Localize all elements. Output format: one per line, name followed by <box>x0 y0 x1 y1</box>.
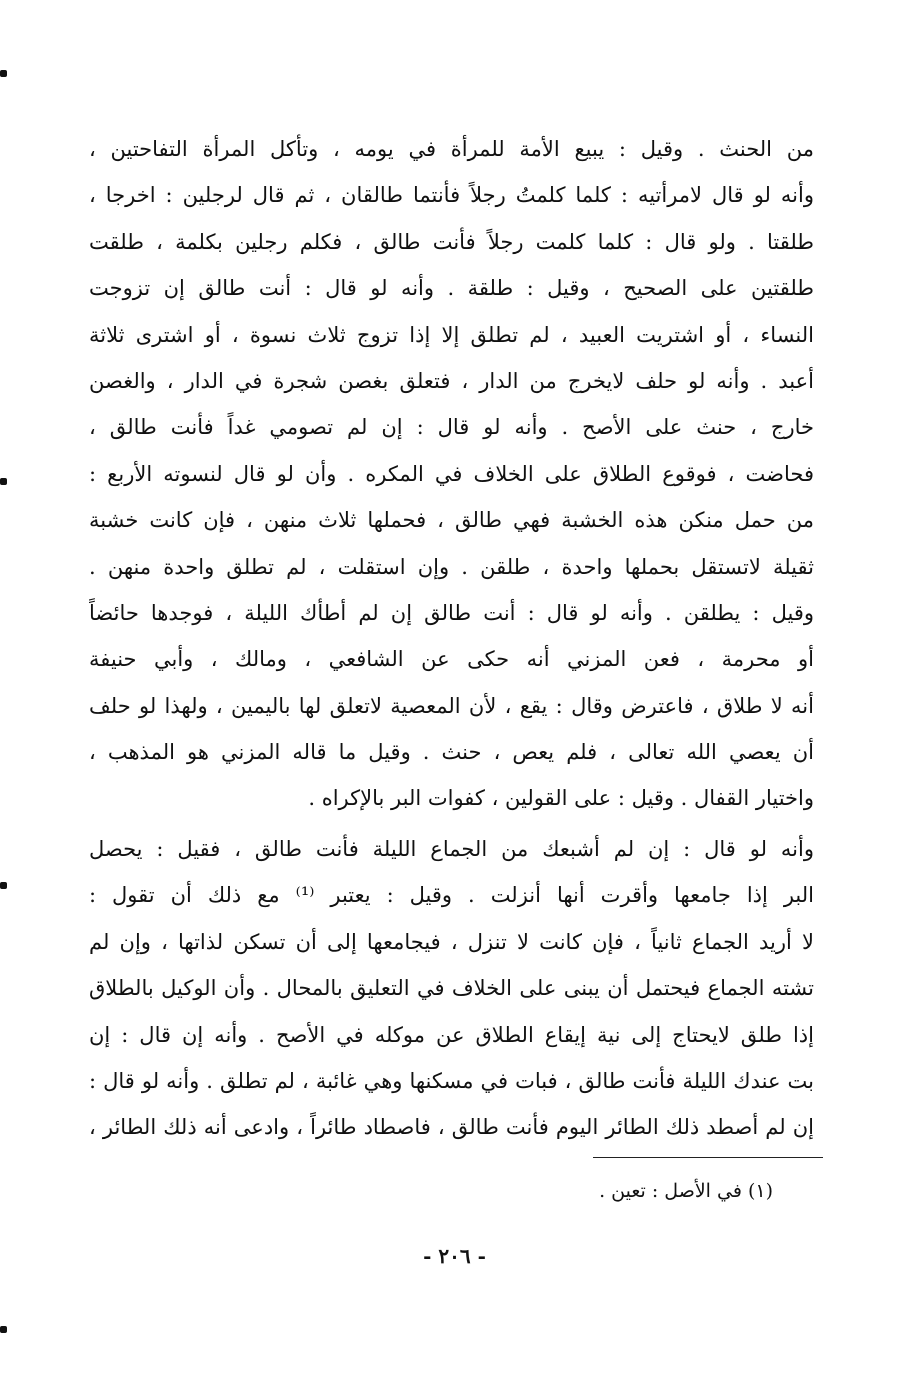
text-line: فحاضت ، فوقوع الطلاق على الخلاف في المكره . وأن لو قال لنسوته الأربع : <box>89 461 814 486</box>
text-line: وقيل : يطلقن . وأنه لو قال : أنت طالق إن لم أطأك الليلة ، فوجدها حائضاً <box>89 600 814 625</box>
text-line: بت عندك الليلة فأنت طالق ، فبات في مسكنها وهي غائبة ، لم تطلق . وأنه لو قال : <box>89 1068 814 1093</box>
text-line: طلقتا . ولو قال : كلما كلمت رجلاً فأنت طالق ، فكلم رجلين بكلمة ، طلقت <box>89 229 814 254</box>
paragraph-1 <box>89 126 814 822</box>
text-line: أعبد . وأنه لو حلف لايخرج من الدار ، فتعلق بغصن شجرة في الدار ، والغصن <box>89 368 814 393</box>
scan-edge-mark <box>0 882 7 889</box>
text-line: البر إذا جامعها وأقرت أنها أنزلت . وقيل : يعتبر ⁽¹⁾ مع ذلك أن تقول : <box>89 883 814 908</box>
text-line: من حمل منكن هذه الخشبة فهي طالق ، فحملها ثلاث منهن ، فإن كانت خشبة <box>89 508 814 533</box>
text-line: وأنه لو قال : إن لم أشبعك من الجماع الليلة فأنت طالق ، فقيل : يحصل <box>89 837 814 861</box>
scan-edge-mark <box>0 1326 7 1333</box>
text-line: أنه لا طلاق ، فاعترض وقال : يقع ، لأن المعصية لاتعلق لها باليمين ، ولهذا لو حلف <box>89 693 814 718</box>
text-line: أن يعصي الله تعالى ، فلم يعص ، حنث . وقيل ما قاله المزني هو المذهب ، <box>89 740 814 765</box>
text-line: أو محرمة ، فعن المزني أنه حكى عن الشافعي ، ومالك ، وأبي حنيفة <box>89 647 814 672</box>
text-line: طلقتين على الصحيح ، وقيل : طلقة . وأنه لو قال : أنت طالق إن تزوجت <box>89 276 814 301</box>
text-line: وأنه لو قال لامرأتيه : كلما كلمتُ رجلاً فأنتما طالقان ، ثم قال لرجلين : اخرجا ، <box>89 183 814 208</box>
text-line: النساء ، أو اشتريت العبيد ، لم تطلق إلا إذا تزوج ثلاث نسوة ، أو اشترى ثلاثة <box>89 322 814 347</box>
scan-edge-mark <box>0 70 7 77</box>
text-line: خارج ، حنث على الأصح . وأنه لو قال : إن لم تصومي غداً فأنت طالق ، <box>89 415 814 440</box>
footnote: (١) في الأصل : تعين . <box>599 1180 773 1202</box>
text-line: لا أريد الجماع ثانياً ، فإن كانت لا تنزل ، فيجامعها إلى أن تسكن لذاتها ، وإن لم <box>89 929 814 954</box>
paragraph-2 <box>89 826 814 1151</box>
text-line: واختيار القفال . وقيل : على القولين ، كفوات البر بالإكراه . <box>308 786 814 811</box>
scan-edge-mark <box>0 478 7 485</box>
page-number: - ٢٠٦ - <box>423 1244 486 1268</box>
footnote-separator <box>593 1157 823 1158</box>
text-line: من الحنث . وقيل : يبيع الأمة للمرأة في يومه ، وتأكل المرأة التفاحتين ، <box>89 137 814 161</box>
text-line: تشته الجماع فيحتمل أن يبنى على الخلاف في التعليق بالمحال . وأن الوكيل بالطلاق <box>89 976 814 1001</box>
text-line: ثقيلة لاتستقل بحملها واحدة ، طلقن . وإن استقلت ، لم تطلق واحدة منهن . <box>89 554 814 579</box>
text-line: إن لم أصطد ذلك الطائر اليوم فأنت طالق ، فاصطاد طائراً ، وادعى أنه ذلك الطائر ، <box>89 1115 814 1140</box>
text-line: إذا طلق لايحتاج إلى نية إيقاع الطلاق عن موكله في الأصح . وأنه إن قال : إن <box>89 1022 814 1047</box>
